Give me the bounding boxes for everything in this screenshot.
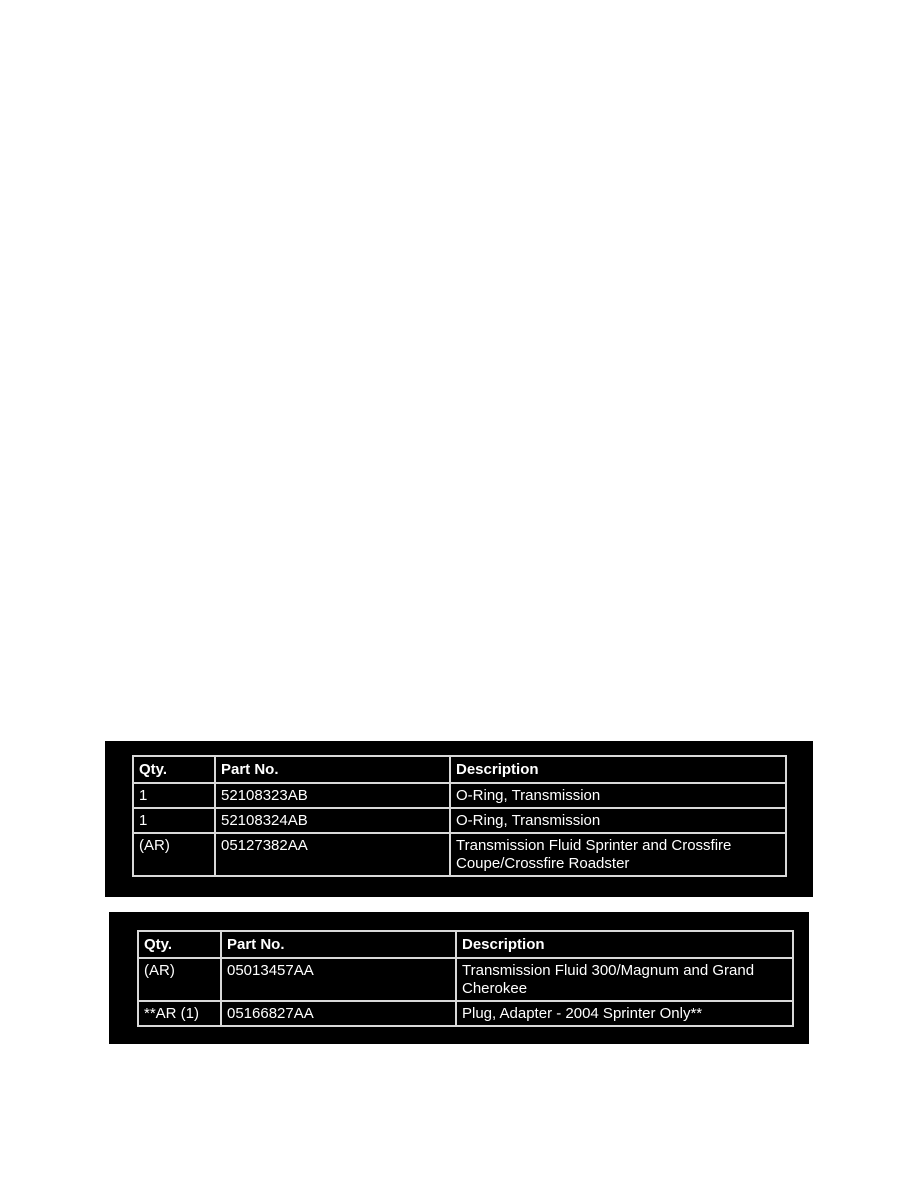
column-header-part-no: Part No. xyxy=(215,756,450,783)
table-header-row xyxy=(133,756,786,783)
table-row xyxy=(133,783,786,808)
cell-part-no: 05166827AA xyxy=(221,1001,456,1026)
cell-description: O-Ring, Transmission xyxy=(450,808,786,833)
cell-description: O-Ring, Transmission xyxy=(450,783,786,808)
column-header-description: Description xyxy=(456,931,793,958)
cell-description: Transmission Fluid Sprinter and Crossfire Coupe/Crossfire Roadster xyxy=(450,833,786,876)
cell-qty: 1 xyxy=(133,783,215,808)
cell-qty: (AR) xyxy=(138,958,221,1001)
column-header-part-no: Part No. xyxy=(221,931,456,958)
cell-description: Plug, Adapter - 2004 Sprinter Only** xyxy=(456,1001,793,1026)
cell-qty: (AR) xyxy=(133,833,215,876)
table-row xyxy=(138,1001,793,1026)
parts-table-2 xyxy=(137,930,794,1027)
table-header-row xyxy=(138,931,793,958)
parts-table-panel-1 xyxy=(105,741,813,897)
table-row xyxy=(133,808,786,833)
parts-table-1 xyxy=(132,755,787,877)
cell-part-no: 52108324AB xyxy=(215,808,450,833)
cell-description: Transmission Fluid 300/Magnum and Grand Cherokee xyxy=(456,958,793,1001)
column-header-description: Description xyxy=(450,756,786,783)
cell-part-no: 05013457AA xyxy=(221,958,456,1001)
cell-qty: **AR (1) xyxy=(138,1001,221,1026)
parts-table-panel-2 xyxy=(109,912,809,1044)
table-row xyxy=(138,958,793,1001)
table-row xyxy=(133,833,786,876)
column-header-qty: Qty. xyxy=(133,756,215,783)
cell-part-no: 05127382AA xyxy=(215,833,450,876)
cell-qty: 1 xyxy=(133,808,215,833)
column-header-qty: Qty. xyxy=(138,931,221,958)
cell-part-no: 52108323AB xyxy=(215,783,450,808)
